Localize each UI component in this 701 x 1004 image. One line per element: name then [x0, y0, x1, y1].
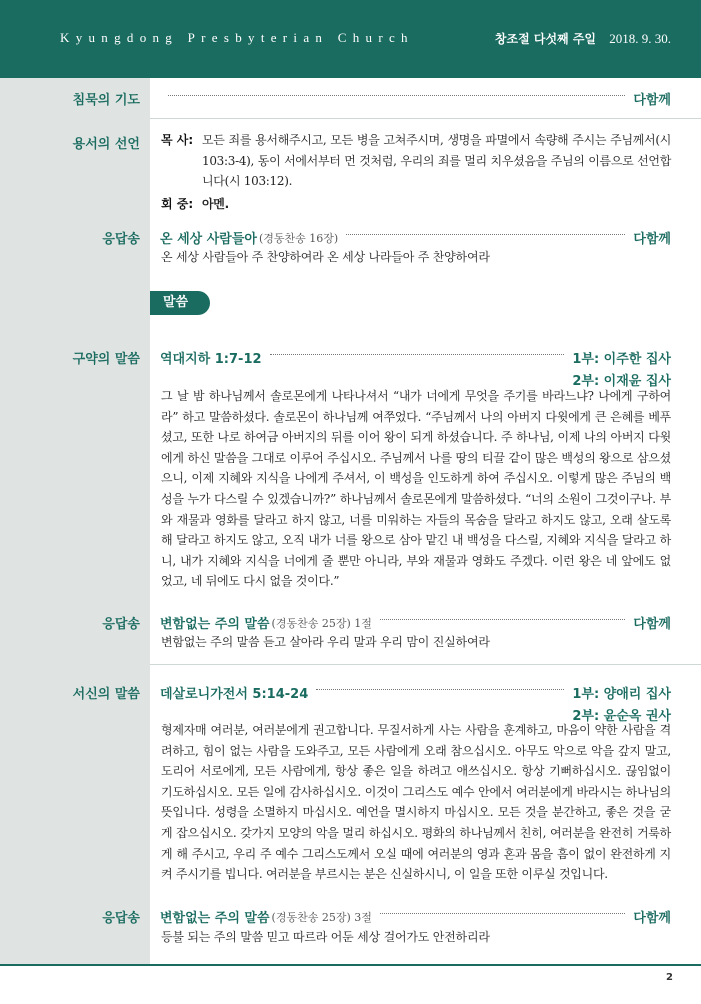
response-who-1: 다함께	[633, 232, 671, 247]
hymn-lyric-1: 온 세상 사람들아 주 찬양하여라 온 세상 나라들아 주 찬양하여라	[161, 250, 490, 264]
response-row-1	[160, 228, 671, 247]
left-label-column	[0, 78, 150, 964]
ot-scripture-text: 그 날 밤 하나님께서 솔로몬에게 나타나셔서 “내가 너에게 무엇을 주기를 바라느냐? 나에게 구하여라” 하고 말씀하셨다. 솔로몬이 하나님께 여쭈었다. “주님께서 나의 아버지 다윗에게 큰 은혜를 베푸셨고, 또한 나로 하여금 아버지의 뒤를 이어 왕이 되게 하셨습니다. 주 하나님, 이제 나의 아버지 다윗에게 하신 말씀을 그대로 이루어 주십시오. 주님께서 나를 땅의 티끌 같이 많은 백성의 왕으로 삼으셨으니, 이제 지혜와 지식을 나에게 주셔서, 이 백성을 인도하게 하여 주십시오. 이렇게 많은 주님의 백성을 누가 다스릴 수 있겠습니까?” 하나님께서 솔로몬에게 말씀하셨다. “너의 소원이 그것이구나. 부와 재물과 영화를 달라고 하지 않고, 너를 미워하는 자들의 목숨을 달라고 하지도 않고, 오래 살도록 해 달라고 하지도 않고, 오직 내가 너를 왕으로 삼아 맡긴 내 백성을 다스릴, 지혜와 지식을 달라고 하니, 내가 지혜와 지식을 너에게 줄 뿐만 아니라, 부와 재물과 영화도 주겠다. 이런 왕은 네 앞에도 없었고, 네 뒤에도 다시 없을 것이다.”	[161, 389, 671, 589]
epistle-row	[160, 683, 671, 702]
epistle-scripture-ref: 데살로니가전서 5:14-24	[160, 687, 309, 702]
section-divider	[150, 664, 701, 665]
hymn-ref-2: (경동찬송 25장) 1절	[271, 616, 372, 630]
service-date: 2018. 9. 30.	[609, 31, 671, 46]
leader-dots	[346, 234, 625, 235]
section-divider	[150, 118, 701, 119]
epistle-scripture-text: 형제자매 여러분, 여러분에게 권고합니다. 무질서하게 사는 사람을 훈계하고, 마음이 약한 사람을 격려하고, 힘이 없는 사람을 도와주고, 모든 사람에게 오래 참으십시오. 아무도 악으로 악을 갚지 말고, 도리어 서로에게, 모든 사람에게, 항상 좋은 일을 하려고 애쓰십시오. 항상 기뻐하십시오. 끊임없이 기도하십시오. 모든 일에 감사하십시오. 이것이 그리스도 예수 안에서 여러분에게 바라시는 하나님의 뜻입니다. 성령을 소멸하지 마십시오. 예언을 멸시하지 마십시오. 모든 것을 분간하고, 좋은 것을 굳게 잡으십시오. 갖가지 모양의 악을 멀리 하십시오. 평화의 하나님께서 친히, 여러분을 완전히 거룩하게 해 주시고, 우리 주 예수 그리스도께서 오실 때에 여러분의 영과 혼과 몸을 흠이 없이 완전하게 지켜 주시기를 빕니다. 여러분을 부르시는 분은 신실하시니, 이 일을 또한 이루실 것입니다.	[161, 723, 671, 882]
congregation-speaker: 회 중:	[161, 197, 194, 211]
pastor-declaration	[161, 130, 671, 192]
hymn-title-3: 변함없는 주의 말씀	[160, 911, 270, 926]
leader-dots	[380, 913, 625, 914]
pastor-text: 모든 죄를 용서해주시고, 모든 병을 고쳐주시며, 생명을 파멸에서 속량해 주시는 주님께서(시 103:3-4), 동이 서에서부터 먼 것처럼, 우리의 죄를 멀리 치우셨음을 주님의 이름으로 선언합니다(시 103:12).	[202, 133, 671, 189]
ot-reader-1: 1부: 이주한 집사	[572, 352, 671, 367]
header-bar	[0, 0, 701, 78]
epistle-reader-2: 2부: 윤순옥 권사	[572, 709, 671, 724]
response-who-2: 다함께	[633, 617, 671, 632]
hymn-title-1: 온 세상 사람들아	[160, 232, 257, 247]
absolution-label: 용서의 선언	[72, 137, 140, 152]
epistle-reader-1: 1부: 양애리 집사	[572, 687, 671, 702]
hymn-lyric-2: 변함없는 주의 말씀 듣고 살아라 우리 말과 우리 맘이 진실하여라	[161, 635, 490, 649]
response-label-2: 응답송	[102, 617, 140, 632]
response-who-3: 다함께	[633, 911, 671, 926]
word-section-badge: 말씀	[150, 291, 210, 315]
silent-prayer-who: 다함께	[633, 93, 671, 108]
hymn-ref-1: (경동찬송 16장)	[258, 231, 339, 245]
response-row-3	[160, 907, 671, 926]
silent-prayer-label: 침묵의 기도	[72, 93, 140, 108]
date-info	[495, 30, 671, 47]
church-name: Kyungdong Presbyterian Church	[60, 30, 414, 45]
ot-reader-2: 2부: 이재윤 집사	[572, 374, 671, 389]
congregation-text: 아멘.	[202, 197, 229, 211]
hymn-title-2: 변함없는 주의 말씀	[160, 617, 270, 632]
pastor-speaker: 목 사:	[161, 133, 194, 147]
ot-reading-row	[160, 348, 671, 367]
ot-scripture-ref: 역대지하 1:7-12	[160, 352, 262, 367]
leader-dots	[168, 95, 625, 96]
leader-dots	[316, 689, 564, 690]
response-label-1: 응답송	[102, 232, 140, 247]
page-number: 2	[666, 972, 673, 983]
congregation-response	[161, 194, 671, 215]
footer-rule	[0, 964, 701, 966]
epistle-label: 서신의 말씀	[72, 687, 140, 702]
silent-prayer-row	[160, 89, 671, 108]
response-label-3: 응답송	[102, 911, 140, 926]
ot-reading-label: 구약의 말씀	[72, 352, 140, 367]
liturgical-season: 창조절 다섯째 주일	[494, 32, 596, 46]
leader-dots	[380, 619, 625, 620]
response-row-2	[160, 613, 671, 632]
leader-dots	[270, 354, 565, 355]
hymn-lyric-3: 등불 되는 주의 말씀 믿고 따르라 어둔 세상 걸어가도 안전하리라	[161, 930, 490, 944]
hymn-ref-3: (경동찬송 25장) 3절	[271, 910, 372, 924]
